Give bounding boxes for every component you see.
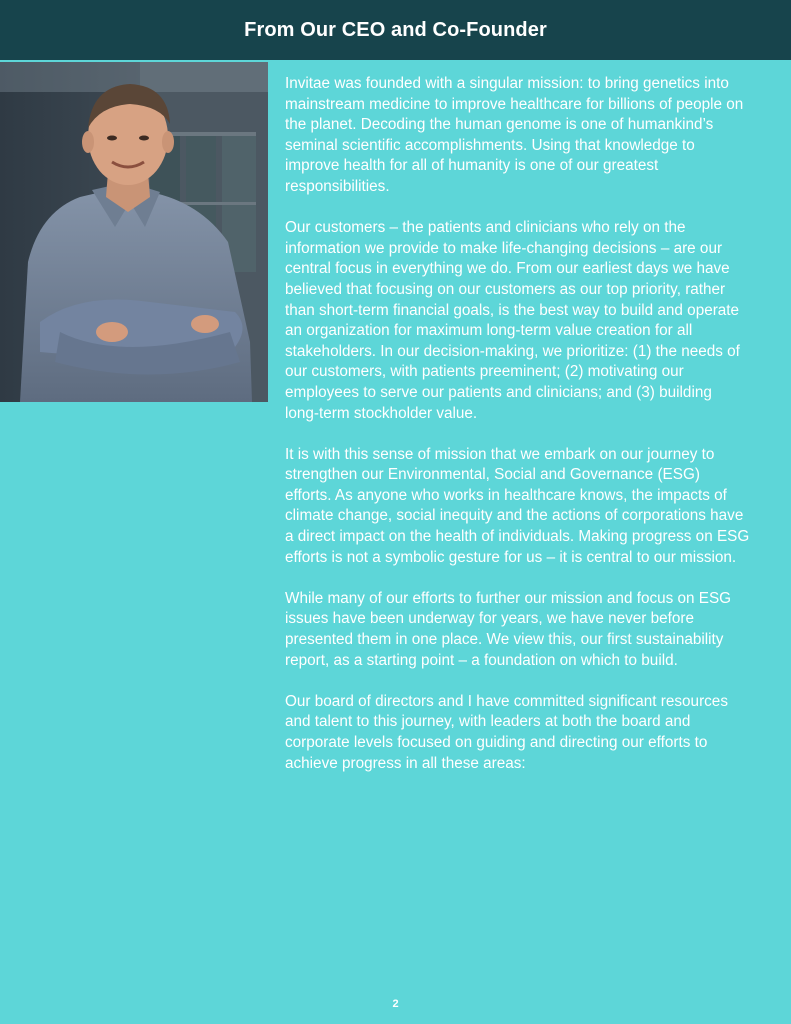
letter-paragraph: Our customers – the patients and clinicians who rely on the information we provide to make life-changing decisions – are our central focus in everything we do. From our earliest days we have believed that focusing on our customers as our top priority, rather than short-term financial goals, is the best way to build and operate an organization for maximum long-term value creation for all stakeholders. In our decision-making, we prioritize: (1) the needs of our customers, with patients preeminent; (2) motivating our employees to serve our patients and clinicians; and (3) building long-term stockholder value. bbox=[285, 219, 740, 422]
page-number: 2 bbox=[392, 998, 399, 1010]
letter-paragraph: While many of our efforts to further our mission and focus on ESG issues have been underway for years, we have never before presented them in one place. We view this, our first sustainability report, as a starting point – a foundation on which to build. bbox=[285, 589, 732, 669]
letter-paragraph: Our board of directors and I have committed significant resources and talent to this journey, with leaders at both the board and corporate levels focused on guiding and directing our efforts to achieve progress in all these areas: bbox=[285, 692, 728, 772]
page-title: From Our CEO and Co-Founder bbox=[244, 18, 547, 41]
letter-paragraph: It is with this sense of mission that we embark on our journey to strengthen our Environmental, Social and Governance (ESG) efforts. As anyone who works in healthcare knows, the impacts of climate change, social inequity and the actions of corporations have a direct impact on the health of individuals. Making progress on ESG efforts is not a symbolic gesture for us – it is central to our mission. bbox=[285, 445, 750, 566]
letter-paragraph: Invitae was founded with a singular mission: to bring genetics into mainstream medicine to improve healthcare for billions of people on the planet. Decoding the human genome is one of humankind’s seminal scientific accomplishments. Using that knowledge to improve health for all of humanity is one of our greatest responsibilities. bbox=[285, 75, 744, 195]
page-header bbox=[0, 0, 791, 60]
ceo-letter-body bbox=[285, 74, 750, 795]
ceo-portrait-photo bbox=[0, 62, 268, 402]
